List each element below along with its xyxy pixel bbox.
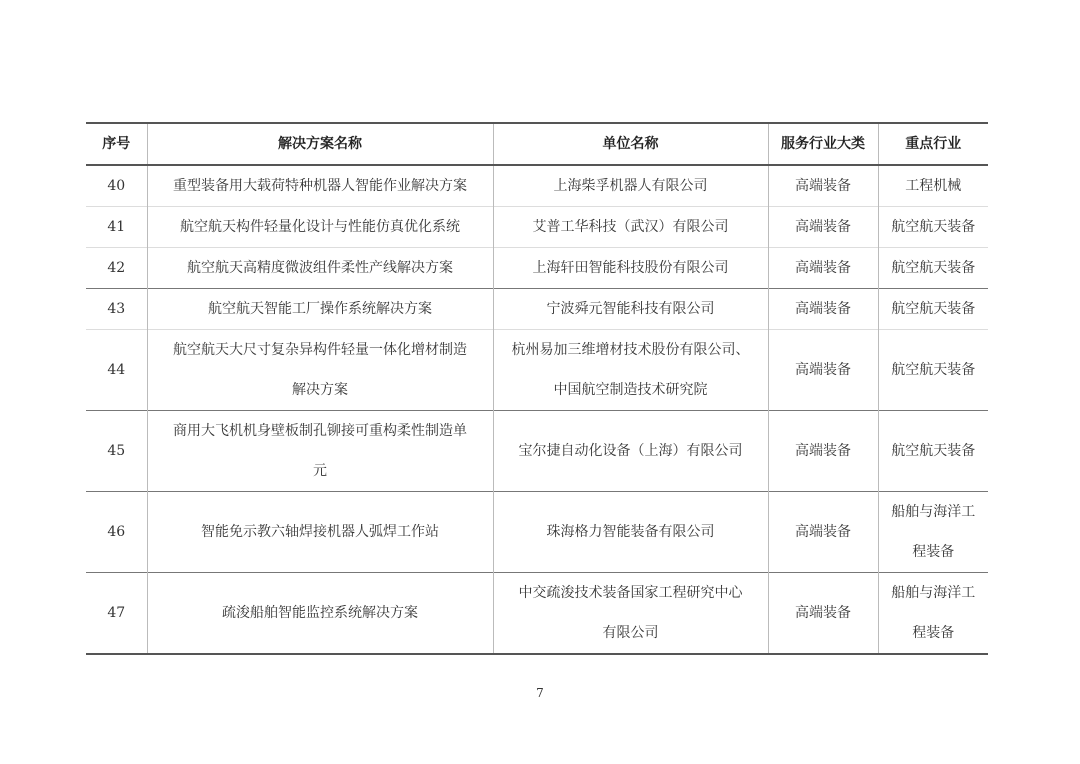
cell-service-industry: 高端装备 — [768, 573, 878, 655]
cell-serial-no: 40 — [86, 165, 147, 207]
header-organization-name: 单位名称 — [493, 123, 768, 165]
cell-key-industry — [878, 248, 988, 289]
organization-name-line: 上海轩田智能科技股份有限公司 — [532, 260, 729, 276]
cell-organization-name — [493, 248, 768, 289]
organization-name-line: 中国航空制造技术研究院 — [553, 382, 708, 398]
key-industry-line: 航空航天装备 — [891, 219, 976, 235]
header-key-industry: 重点行业 — [878, 123, 988, 165]
table-row — [86, 411, 988, 492]
cell-key-industry — [878, 492, 988, 573]
key-industry-line: 程装备 — [912, 544, 955, 560]
organization-name-line: 宁波舜元智能科技有限公司 — [546, 301, 715, 317]
table-header-row — [86, 123, 988, 165]
cell-serial-no: 42 — [86, 248, 147, 289]
cell-organization-name — [493, 207, 768, 248]
organization-name-line: 上海柴孚机器人有限公司 — [553, 178, 708, 194]
table-row — [86, 492, 988, 573]
organization-name-line: 杭州易加三维增材技术股份有限公司、 — [511, 342, 750, 358]
solution-name-line: 商用大飞机机身壁板制孔铆接可重构柔性制造单 — [173, 423, 467, 439]
table-row — [86, 573, 988, 655]
cell-serial-no: 47 — [86, 573, 147, 655]
cell-solution-name — [147, 289, 493, 330]
cell-service-industry: 高端装备 — [768, 289, 878, 330]
cell-key-industry — [878, 330, 988, 411]
cell-service-industry: 高端装备 — [768, 165, 878, 207]
cell-serial-no: 43 — [86, 289, 147, 330]
key-industry-line: 航空航天装备 — [891, 301, 976, 317]
cell-service-industry: 高端装备 — [768, 248, 878, 289]
cell-solution-name — [147, 573, 493, 655]
cell-solution-name — [147, 207, 493, 248]
cell-service-industry: 高端装备 — [768, 411, 878, 492]
header-service-industry: 服务行业大类 — [768, 123, 878, 165]
cell-organization-name — [493, 330, 768, 411]
solution-name-line: 航空航天构件轻量化设计与性能仿真优化系统 — [180, 219, 460, 235]
key-industry-line: 航空航天装备 — [891, 443, 976, 459]
organization-name-line: 珠海格力智能装备有限公司 — [546, 524, 715, 540]
organization-name-line: 有限公司 — [602, 625, 659, 641]
cell-service-industry: 高端装备 — [768, 330, 878, 411]
cell-key-industry — [878, 573, 988, 655]
cell-key-industry — [878, 165, 988, 207]
cell-solution-name — [147, 330, 493, 411]
solution-name-line: 重型装备用大载荷特种机器人智能作业解决方案 — [173, 178, 467, 194]
table-row — [86, 330, 988, 411]
cell-organization-name — [493, 573, 768, 655]
solution-name-line: 航空航天智能工厂操作系统解决方案 — [208, 301, 432, 317]
page-number: 7 — [536, 686, 544, 700]
key-industry-line: 船舶与海洋工 — [891, 585, 976, 601]
solution-name-line: 疏浚船舶智能监控系统解决方案 — [222, 605, 418, 621]
cell-organization-name — [493, 492, 768, 573]
cell-service-industry: 高端装备 — [768, 492, 878, 573]
organization-name-line: 艾普工华科技（武汉）有限公司 — [532, 219, 729, 235]
table-row — [86, 248, 988, 289]
cell-organization-name — [493, 411, 768, 492]
cell-solution-name — [147, 165, 493, 207]
solution-name-line: 解决方案 — [292, 382, 348, 398]
key-industry-line: 船舶与海洋工 — [891, 504, 976, 520]
cell-serial-no: 44 — [86, 330, 147, 411]
cell-solution-name — [147, 248, 493, 289]
solution-name-line: 智能免示教六轴焊接机器人弧焊工作站 — [201, 524, 439, 540]
key-industry-line: 工程机械 — [905, 178, 962, 194]
header-solution-name: 解决方案名称 — [147, 123, 493, 165]
cell-service-industry: 高端装备 — [768, 207, 878, 248]
key-industry-line: 航空航天装备 — [891, 260, 976, 276]
solutions-table — [86, 122, 988, 655]
cell-serial-no: 46 — [86, 492, 147, 573]
table-row — [86, 207, 988, 248]
table-row — [86, 165, 988, 207]
cell-organization-name — [493, 165, 768, 207]
cell-key-industry — [878, 289, 988, 330]
organization-name-line: 中交疏浚技术装备国家工程研究中心 — [518, 585, 743, 601]
solution-name-line: 航空航天高精度微波组件柔性产线解决方案 — [187, 260, 453, 276]
table-row — [86, 289, 988, 330]
solution-name-line: 元 — [313, 463, 327, 479]
cell-solution-name — [147, 411, 493, 492]
key-industry-line: 航空航天装备 — [891, 362, 976, 378]
header-serial-no: 序号 — [86, 123, 147, 165]
cell-serial-no: 41 — [86, 207, 147, 248]
solution-name-line: 航空航天大尺寸复杂异构件轻量一体化增材制造 — [173, 342, 467, 358]
key-industry-line: 程装备 — [912, 625, 955, 641]
cell-organization-name — [493, 289, 768, 330]
cell-solution-name — [147, 492, 493, 573]
cell-key-industry — [878, 207, 988, 248]
organization-name-line: 宝尔捷自动化设备（上海）有限公司 — [518, 443, 743, 459]
cell-key-industry — [878, 411, 988, 492]
cell-serial-no: 45 — [86, 411, 147, 492]
